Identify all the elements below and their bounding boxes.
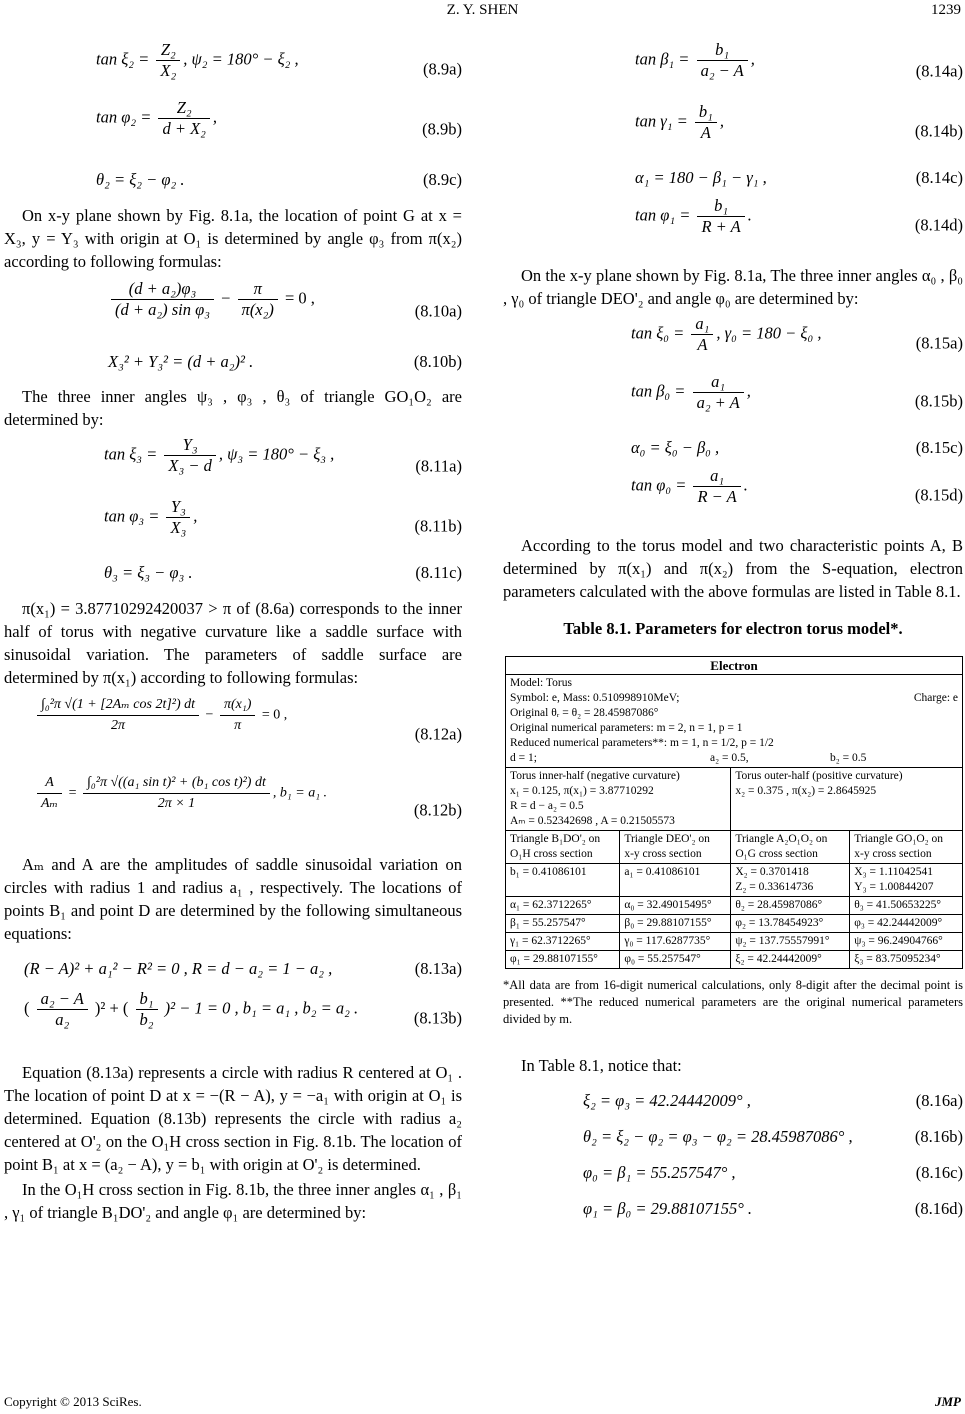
equation-8-12a: $\frac{\text{∫₀²π √(1 + [2Aₘ cos 2t]²) dt}}{2\pi}$ − $\frac{\text{π(x₁)}}{\pi}$ = 0 , (8.12a) (34, 695, 462, 773)
paragraph: According to the torus model and two characteristic points A, B determined by π(x₁) and π(x₂) from the S-equation, electron parameters calculated with the above formulas are listed in Table 8.1. (503, 536, 963, 601)
equation-8-9c: θ₂ = ξ₂ − φ₂ . (8.9c) (96, 170, 462, 189)
equation-8-12b: $\frac{A}{\text{Aₘ}}$ = $\frac{\text{∫₀²π √((a₁ sin t)² + (b₁ cos t)²) dt}}{2\pi \times 1}$ , b₁ = a₁ . (8.12b) (34, 773, 462, 847)
right-column (503, 40, 963, 1227)
table-heading: Electron (506, 657, 963, 675)
equation-8-14a: tan β₁ = $\frac{\text{b₁}}{\text{a₂ − A}}$ , (8.14a) (635, 40, 963, 81)
paragraph: The three inner angles ψ₃ , φ₃ , θ₃ of triangle GO₁O₂ are determined by: (4, 387, 462, 429)
table-row: α₁ = 62.3712265° α₀ = 32.49015495° θ₂ = 28.45987086° θ₃ = 41.50653225° (506, 897, 963, 915)
equation-8-11c: θ₃ = ξ₃ − φ₃ . (8.11c) (104, 563, 462, 582)
table-title: Table 8.1. Parameters for electron torus model*. (563, 619, 903, 638)
inner-half-cell: Torus inner-half (negative curvature) x₁ = 0.125, π(x₁) = 3.87710292 R = d − a₂ = 0.5 Aₘ = 0.52342698 , A = 0.21505573 (506, 768, 731, 831)
outer-half-cell: Torus outer-half (positive curvature) x₂ = 0.375 , π(x₂) = 2.8645925 (731, 768, 963, 831)
paragraph: On the x-y plane shown by Fig. 8.1a, The three inner angles α₀ , β₀ , γ₀ of triangle DEO'₂ and angle φ₀ are determined by: (503, 266, 963, 308)
equation-8-16c: φ₀ = β₁ = 55.257547° , (8.16c) (583, 1163, 963, 1182)
equation-number: (8.9a) (423, 59, 462, 79)
paragraph: On x-y plane shown by Fig. 8.1a, the location of point G at x = X₃, y = Y₃ with origin at O₁ is determined by angle φ₃ from π(x₂) according to following formulas: (4, 206, 462, 271)
table-row: φ₁ = 29.88107155° φ₀ = 55.257547° ξ₂ = 42.24442009° ξ₃ = 83.75095234° (506, 951, 963, 969)
page-number: 1239 (931, 2, 961, 18)
paragraph: Equation (8.13a) represents a circle with radius R centered at O₁ . The location of point D at x = −(R − A), y = −a₁ with origin at O₁ is determined. Equation (8.13b) represents the circle with radius a₂ centered at O'₂ on the O₁H cross section in Fig. 8.1b. The location of point B₁ at x = (a₂ − A), y = b₁ with origin at O'₂ is determined. (4, 1063, 462, 1174)
equation-8-9a: tan ξ₂ = $\frac{\text{Z₂}}{\text{X₂}}$ , ψ₂ = 180° − ξ₂ , (8.9a) (96, 40, 462, 80)
electron-parameters-table: Electron Model: Torus Symbol: e, Mass: 0.510998910MeV; Charge: e Original θᵣ = θ₂ = 28.45987086° Original numerical parameters: m = 2, n = 1, p = 1 Reduced numerical parameters**: m = 1, n = 1/2, p = 1/2 d = 1; a₂ = 0.5, b₂ = 0.5 Torus inner-half (negative curvature) x₁ = 0.125, π(x₁) = 3.87710292 R = d − a₂ = 0.5 Aₘ = 0.52342698 , A = 0.21505573 Torus outer-half (positive curvature) x₂ = 0.375 , π(x₂) = 2.8645925 Triangle B₁DO'₂ on O₁H cross section Triangle DEO'₂ on x-y cross section Triangle A₂O₁O₂ on O₁G cross section Triangle GO₁O₂ on x-y cross section b₁ = 0.41086101 a₁ = 0.41086101 X₂ = 0.3701418 Z₂ = 0.33614736 X₃ = 1.11042541 Y₃ = 1.00844207 α₁ = 62.3712265° α₀ = 32.49015495° θ₂ = 28.45987086° θ₃ = 41.50653225° β₁ = 55.257547° β₀ = 29.88107155° φ₂ = 13.78454923° φ₃ = 42.24442009° γ₁ = 62.3712265° γ₀ = 117.6287735° ψ₂ = 137.75557991° ψ₃ = 96.24904766° φ₁ = 29.88107155° φ₀ = 55.257547° ξ₂ = 42.24442009° ξ₃ = 83.75095234° (505, 656, 963, 969)
equation-8-15d: tan φ₀ = $\frac{\text{a₁}}{R - A}$ . (8.15d) (631, 466, 963, 506)
paragraph: Aₘ and A are the amplitudes of saddle sinusoidal variation on circles with radius 1 and radius a₁ , respectively. The locations of points B₁ and point D are determined by the following simultaneous equations: (4, 855, 462, 943)
equation-8-13a: (R − A)² + a₁² − R² = 0 , R = d − a₂ = 1 − a₂ , (8.13a) (24, 959, 462, 978)
table-row: γ₁ = 62.3712265° γ₀ = 117.6287735° ψ₂ = 137.75557991° ψ₃ = 96.24904766° (506, 933, 963, 951)
running-header: Z. Y. SHEN (446, 2, 519, 18)
equation-8-10a: $\frac{\text{(d + a₂)φ₃}}{\text{(d + a₂) sin φ₃}}$ − $\frac{\pi}{\text{π(x₂)}}$ = 0 , (8.10a) (108, 279, 462, 343)
table-footnote: *All data are from 16-digit numerical calculations, only 8-digit after the decimal point is presented. **The reduced numerical parameters are the original numerical parameters divided by m. (503, 978, 963, 1026)
equation-8-14d: tan φ₁ = $\frac{\text{b₁}}{R + A}$ . (8.14d) (635, 196, 963, 236)
equation-8-16a: ξ₂ = φ₃ = 42.24442009° , (8.16a) (583, 1091, 963, 1110)
equation-8-14c: α₁ = 180 − β₁ − γ₁ , (8.14c) (635, 168, 963, 187)
equation-8-15c: α₀ = ξ₀ − β₀ , (8.15c) (631, 438, 963, 457)
paragraph: In Table 8.1, notice that: (521, 1056, 682, 1075)
copyright: Copyright © 2013 SciRes. (4, 1394, 142, 1409)
equation-8-10b: X₃² + Y₃² = (d + a₂)² . (8.10b) (108, 352, 462, 371)
equation-8-11b: tan φ₃ = $\frac{\text{Y₃}}{\text{X₃}}$ , (8.11b) (104, 497, 462, 537)
equation-8-15b: tan β₀ = $\frac{\text{a₁}}{\text{a₂ + A}}$ , (8.15b) (631, 372, 963, 412)
equation-8-16b: θ₂ = ξ₂ − φ₂ = φ₃ − φ₂ = 28.45987086° , (8.16b) (583, 1127, 963, 1146)
table-row: β₁ = 55.257547° β₀ = 29.88107155° φ₂ = 13.78454923° φ₃ = 42.24442009° (506, 915, 963, 933)
equation-8-16d: φ₁ = β₀ = 29.88107155° . (8.16d) (583, 1199, 963, 1218)
paragraph: In the O₁H cross section in Fig. 8.1b, the three inner angles α₁ , β₁ , γ₁ of triangle B₁DO'₂ and angle φ₁ are determined by: (4, 1180, 462, 1222)
paragraph: π(x₁) = 3.87710292420037 > π of (8.6a) corresponds to the inner half of torus with negative curvature like a saddle surface with sinusoidal variation. The parameters of saddle surface are determined by π(x₁) according to following formulas: (4, 599, 462, 687)
journal-name: JMP (935, 1394, 961, 1409)
equation-8-11a: tan ξ₃ = $\frac{\text{Y₃}}{\text{X₃ − d}}$ , ψ₃ = 180° − ξ₃ , (8.11a) (104, 435, 462, 476)
equation-8-9b: tan φ₂ = $\frac{\text{Z₂}}{\text{d + X₂}}$ , (8.9b) (96, 98, 462, 139)
equation-8-13b: ( $\frac{\text{a₂ − A}}{\text{a₂}}$ )² + ( $\frac{\text{b₁}}{\text{b₂}}$ )² − 1 = 0 , b₁ = a₁ , b₂ = a₂ . (8.13b) (24, 989, 462, 1029)
equation-8-14b: tan γ₁ = $\frac{\text{b₁}}{A}$ , (8.14b) (635, 102, 963, 142)
equation-8-15a: tan ξ₀ = $\frac{\text{a₁}}{A}$ , γ₀ = 180 − ξ₀ , (8.15a) (631, 314, 963, 354)
fraction: $\frac{\text{Z₂}}{\text{X₂}}$ (156, 40, 180, 81)
left-column (4, 40, 462, 1224)
